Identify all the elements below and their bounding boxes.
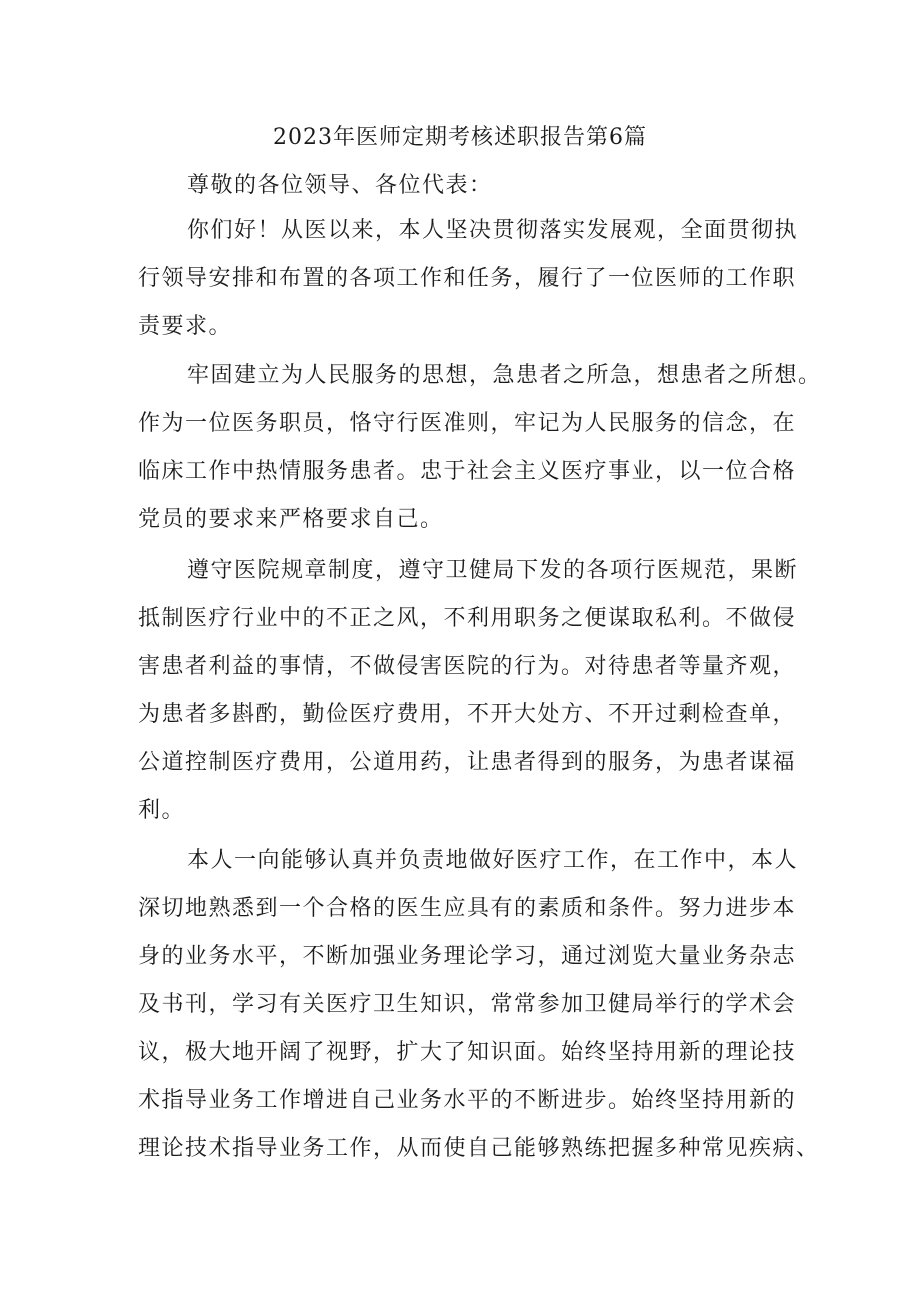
paragraph-2-line-1: 牢固建立为人民服务的思想，急患者之所急，想患者之所想。 xyxy=(187,363,822,388)
paragraph-1-line-2: 行领导安排和布置的各项工作和任务，履行了一位医师的工作职 xyxy=(138,266,797,291)
document-title: 2023年医师定期考核述职报告第6篇 xyxy=(273,125,647,150)
paragraph-4-line-2: 深切地熟悉到一个合格的医生应具有的素质和条件。努力进步本 xyxy=(138,896,797,921)
paragraph-4-line-1: 本人一向能够认真并负责地做好医疗工作，在工作中，本人 xyxy=(187,848,799,873)
paragraph-4-line-6: 术指导业务工作增进自己业务水平的不断进步。始终坚持用新的 xyxy=(138,1088,797,1113)
paragraph-1-line-3: 责要求。 xyxy=(138,314,233,339)
paragraph-1-line-1: 你们好！从医以来，本人坚决贯彻落实发展观，全面贯彻执 xyxy=(187,218,799,243)
paragraph-3-line-6: 利。 xyxy=(138,798,186,823)
paragraph-4-line-7: 理论技术指导业务工作，从而使自己能够熟练把握多种常见疾病、 xyxy=(138,1136,820,1161)
salutation-line: 尊敬的各位领导、各位代表： xyxy=(187,173,493,198)
paragraph-3-line-5: 公道控制医疗费用，公道用药，让患者得到的服务，为患者谋福 xyxy=(138,750,797,775)
paragraph-2-line-2: 作为一位医务职员，恪守行医准则，牢记为人民服务的信念，在 xyxy=(138,411,797,436)
paragraph-2-line-4: 党员的要求来严格要求自己。 xyxy=(138,507,444,532)
paragraph-4-line-5: 议，极大地开阔了视野，扩大了知识面。始终坚持用新的理论技 xyxy=(138,1040,797,1065)
paragraph-3-line-2: 抵制医疗行业中的不正之风，不利用职务之便谋取私利。不做侵 xyxy=(138,606,797,631)
paragraph-2-line-3: 临床工作中热情服务患者。忠于社会主义医疗事业，以一位合格 xyxy=(138,459,797,484)
paragraph-3-line-1: 遵守医院规章制度，遵守卫健局下发的各项行医规范，果断 xyxy=(187,558,799,583)
paragraph-4-line-3: 身的业务水平，不断加强业务理论学习，通过浏览大量业务杂志 xyxy=(138,944,797,969)
paragraph-3-line-4: 为患者多斟酌，勤俭医疗费用，不开大处方、不开过剩检查单， xyxy=(138,702,797,727)
paragraph-4-line-4: 及书刊，学习有关医疗卫生知识，常常参加卫健局举行的学术会 xyxy=(138,992,797,1017)
paragraph-3-line-3: 害患者利益的事情，不做侵害医院的行为。对待患者等量齐观， xyxy=(138,654,797,679)
